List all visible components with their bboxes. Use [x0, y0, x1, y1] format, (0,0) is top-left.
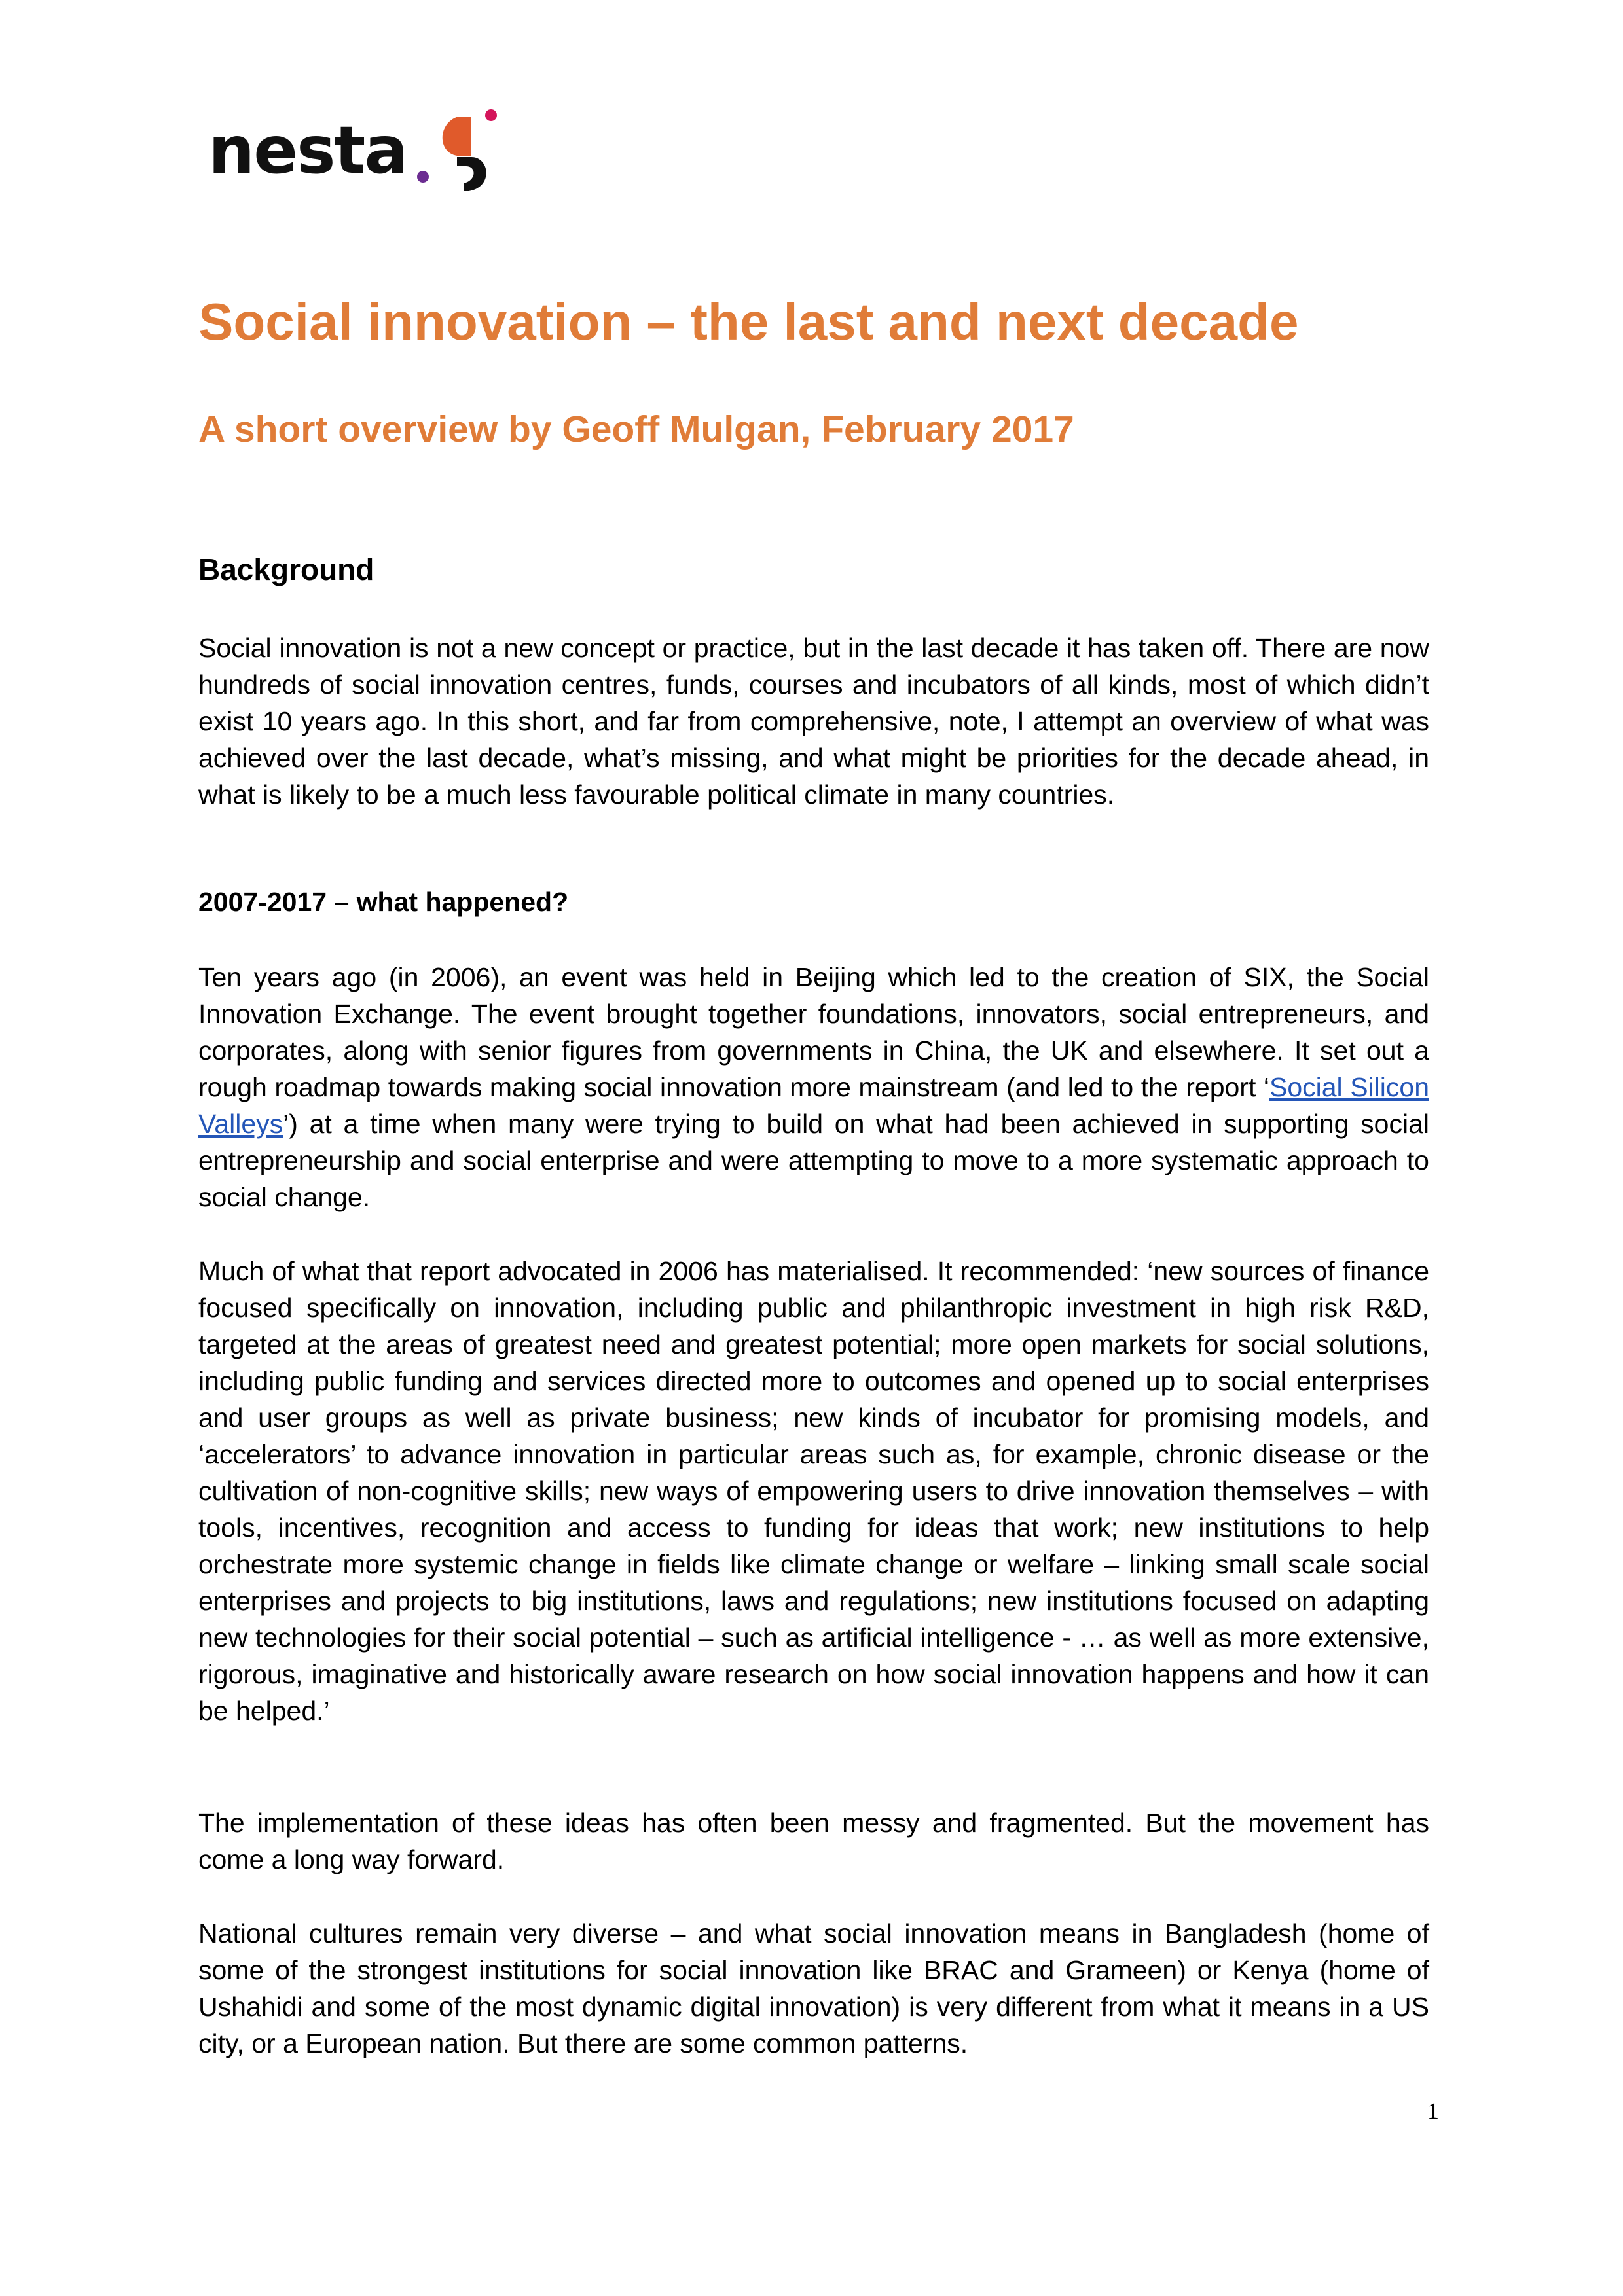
paragraph-history-2: Much of what that report advocated in 2006 has materialised. It recommended: ‘new sources of finance focused specifically on innovation, including public and philanthropic investment in high risk R&D, targeted at the areas of greatest need and greatest potential; more open markets for social solutions, including public funding and services directed more to outcomes and opened up to social enterprises and user groups as well as private business; new kinds of incubator for promising models, and ‘accelerators’ to advance innovation in particular areas such as, for example, chronic disease or the cultivation of non-cognitive skills; new ways of empowering users to drive innovation themselves – with tools, incentives, recognition and access to funding for ideas that work; new institutions to help orchestrate more systemic change in fields like climate change or welfare – linking small scale social enterprises and projects to big institutions, laws and regulations; new institutions focused on adapting new technologies for their social potential – such as artificial intelligence - … as well as more extensive, rigorous, imaginative and historically aware research on how social innovation happens and how it can be helped.’	[198, 1256, 1429, 1726]
page-number: 1	[1427, 2098, 1439, 2124]
paragraph-history-1	[198, 959, 1429, 1215]
document-title: Social innovation – the last and next decade	[198, 293, 1299, 351]
paragraph-history-3: The implementation of these ideas has often been messy and fragmented. But the movement has come a long way forward.	[198, 1808, 1429, 1874]
social-silicon-valleys-link[interactable]: Social Silicon Valleys	[198, 1072, 1429, 1139]
logo-dot-purple	[417, 171, 429, 183]
logo-dark-shape	[457, 157, 486, 191]
paragraph-background: Social innovation is not a new concept or practice, but in the last decade it has taken off. There are now hundreds of social innovation centres, funds, courses and incubators of all kinds, most of which didn’t exist 10 years ago. In this short, and far from comprehensive, note, I attempt an overview of what was achieved over the last decade, what’s missing, and what might be priorities for the decade ahead, in what is likely to be a much less favourable political climate in many countries.	[198, 633, 1429, 810]
document-subtitle: A short overview by Geoff Mulgan, February 2017	[198, 408, 1074, 450]
nesta-logo	[208, 103, 509, 195]
logo-dot-pink	[485, 109, 497, 121]
logo-wordmark: nesta	[208, 112, 407, 188]
paragraph-history-1-text-b: ’) at a time when many were trying to build on what had been achieved in supporting social entrepreneurship and social enterprise and were attempting to move to a more systematic approach to social change.	[198, 1109, 1429, 1212]
section-heading-background: Background	[198, 552, 374, 586]
logo-mark-icon	[411, 103, 509, 195]
paragraph-history-4: National cultures remain very diverse – and what social innovation means in Bangladesh (home of some of the strongest institutions for social innovation like BRAC and Grameen) or Kenya (home of Ushahidi and some of the most dynamic digital innovation) is very different from what it means in a US city, or a European nation. But there are some common patterns.	[198, 1918, 1429, 2058]
logo-orange-shape	[443, 117, 471, 156]
paragraph-history-1-text-a: Ten years ago (in 2006), an event was held in Beijing which led to the creation of SIX, the Social Innovation Exchange. The event brought together foundations, innovators, social entrepreneurs, and corporates, along with senior figures from governments in China, the UK and elsewhere. It set out a rough roadmap towards making social innovation more mainstream (and led to the report ‘	[198, 962, 1429, 1102]
section-heading-history: 2007-2017 – what happened?	[198, 887, 569, 917]
